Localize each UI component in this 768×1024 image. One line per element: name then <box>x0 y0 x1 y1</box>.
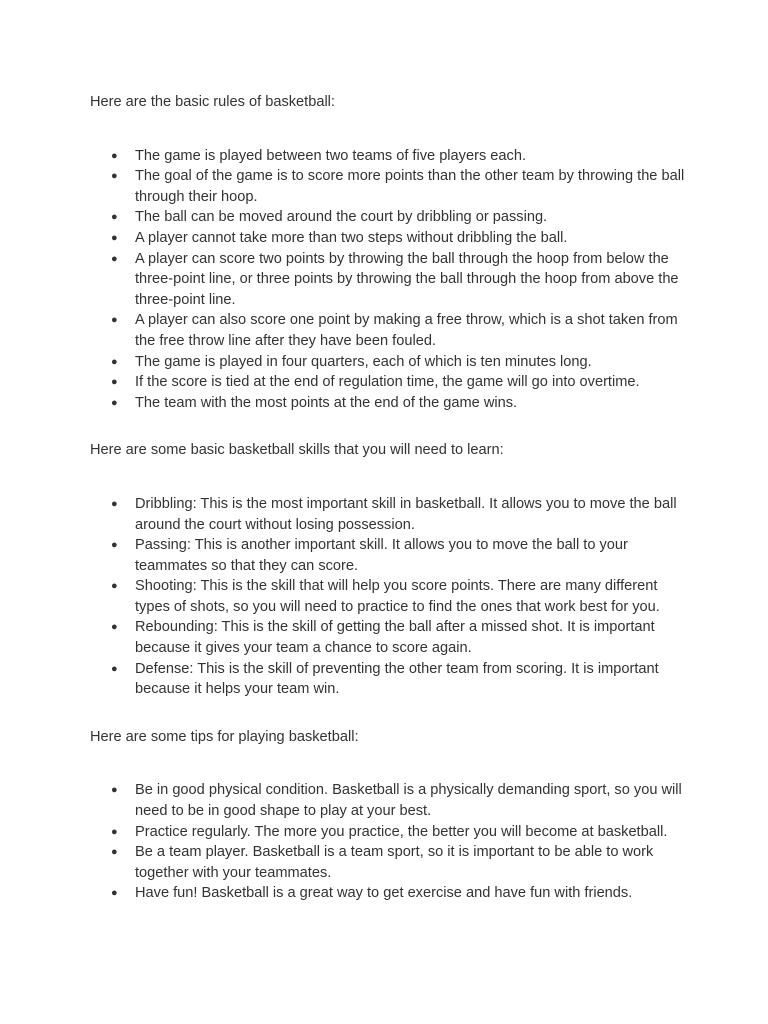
list-item: ● A player cannot take more than two steps without dribbling the ball. <box>90 228 690 249</box>
bullet-icon: ● <box>111 355 118 368</box>
list-item: ● The game is played in four quarters, each of which is ten minutes long. <box>90 352 690 373</box>
document-body <box>90 92 690 904</box>
tips-list <box>90 780 690 904</box>
list-item: ● Dribbling: This is the most important skill in basketball. It allows you to move the ball around the court without losing possession. <box>111 495 677 533</box>
bullet-icon: ● <box>111 846 118 859</box>
bullet-icon: ● <box>111 887 118 900</box>
bullet-icon: ● <box>111 497 118 510</box>
skills-list <box>90 494 690 700</box>
bullet-icon: ● <box>111 580 118 593</box>
section-intro: Here are the basic rules of basketball: <box>90 94 335 110</box>
list-item: ● Be a team player. Basketball is a team sport, so it is important to be able to work together with your teammates. <box>111 844 654 881</box>
rules-list <box>90 146 690 414</box>
bullet-icon: ● <box>111 784 118 797</box>
tips-section <box>90 727 690 904</box>
list-item: ● A player can also score one point by making a free throw, which is a shot taken from the free throw line after they have been fouled. <box>111 312 678 349</box>
list-item: ● A player can score two points by throwing the ball through the hoop from below the three-point line, or three points by throwing the ball through the hoop from above the three-point line. <box>111 250 679 308</box>
bullet-icon: ● <box>111 170 118 183</box>
bullet-icon: ● <box>111 825 118 838</box>
section-intro: Here are some tips for playing basketball: <box>90 728 359 745</box>
list-item: ● Practice regularly. The more you practice, the better you will become at basketball. <box>90 822 690 843</box>
section-intro: Here are some basic basketball skills that you will need to learn: <box>90 442 504 459</box>
list-item: ● Shooting: This is the skill that will help you score points. There are many different types of shots, so you will need to practice to find the ones that work best for you. <box>111 578 660 615</box>
list-item: ● The game is played between two teams of five players each. <box>90 146 690 167</box>
bullet-icon: ● <box>111 149 118 162</box>
bullet-icon: ● <box>111 376 118 389</box>
bullet-icon: ● <box>111 662 118 675</box>
rules-section <box>90 92 690 440</box>
bullet-icon: ● <box>111 621 118 634</box>
list-item: ● Rebounding: This is the skill of getting the ball after a missed shot. It is important because it gives your team a chance to score again. <box>111 619 655 657</box>
bullet-icon: ● <box>111 396 118 409</box>
bullet-icon: ● <box>111 314 118 327</box>
list-item: ● Have fun! Basketball is a great way to get exercise and have fun with friends. <box>90 883 690 904</box>
list-item: ● The goal of the game is to score more points than the other team by throwing the ball through their hoop. <box>111 168 685 205</box>
list-item: ● Defense: This is the skill of preventing the other team from scoring. It is important because it helps your team win. <box>111 660 659 698</box>
skills-section <box>90 440 690 727</box>
list-item: ● If the score is tied at the end of regulation time, the game will go into overtime. <box>90 372 690 393</box>
bullet-icon: ● <box>111 211 118 224</box>
list-item: ● The ball can be moved around the court by dribbling or passing. <box>90 207 690 228</box>
bullet-icon: ● <box>111 252 118 265</box>
bullet-icon: ● <box>111 231 118 244</box>
list-item: ● Passing: This is another important skill. It allows you to move the ball to your teammates so that they can score. <box>111 537 628 574</box>
list-item: ● Be in good physical condition. Basketball is a physically demanding sport, so you will need to be in good shape to play at your best. <box>111 782 682 820</box>
list-item: ● The team with the most points at the end of the game wins. <box>90 393 690 414</box>
bullet-icon: ● <box>111 539 118 552</box>
